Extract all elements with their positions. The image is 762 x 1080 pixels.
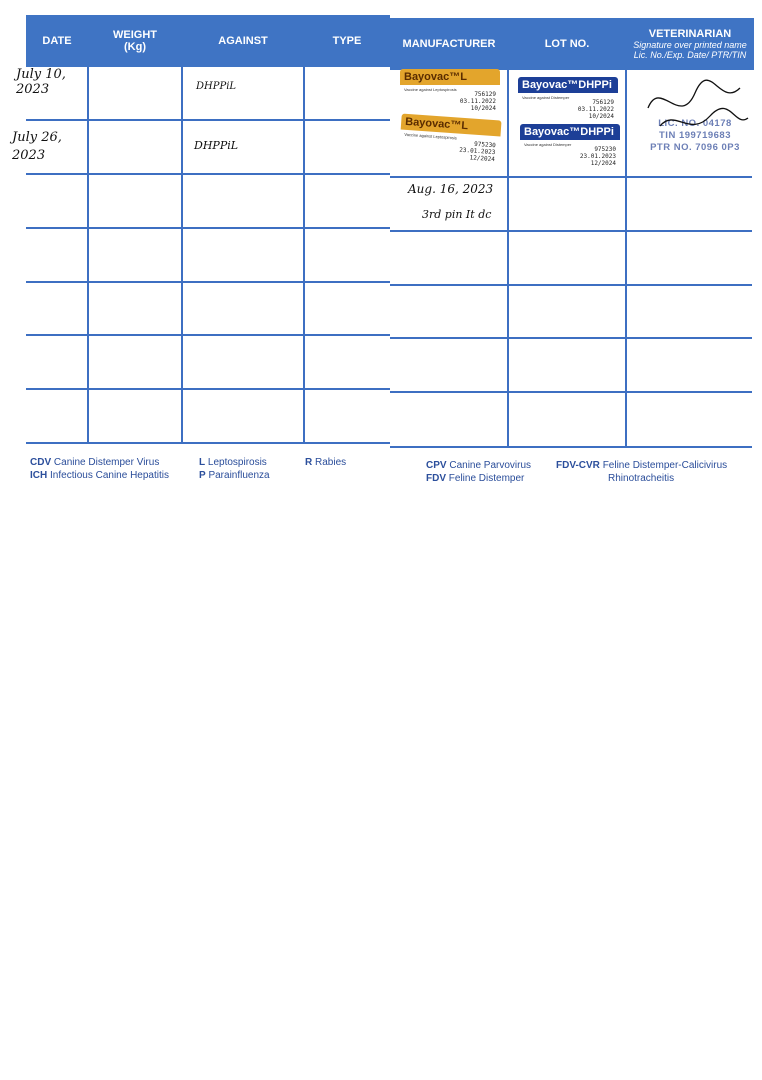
grid-line xyxy=(26,119,390,121)
vet-license: LIC. NO. 04178 xyxy=(658,118,732,129)
legend-item: P Parainfluenza xyxy=(199,470,270,481)
grid-line xyxy=(26,334,390,336)
grid-line xyxy=(390,446,752,448)
manufacturer-column-header: MANUFACTURER xyxy=(402,38,496,50)
grid-line xyxy=(390,230,752,232)
grid-line xyxy=(26,173,390,175)
legend-item: L Leptospirosis xyxy=(199,457,267,468)
sticker-description: Vaccine against Distemper xyxy=(522,95,570,100)
sticker-lot-info: 975230 23.01.2023 12/2024 xyxy=(579,146,616,167)
grid-line xyxy=(390,176,752,178)
legend-item: R Rabies xyxy=(305,457,347,468)
grid-line xyxy=(26,281,390,283)
legend-item: FDV Feline Distemper xyxy=(426,473,525,484)
entry-date-note: Aug. 16, 2023 xyxy=(408,182,494,196)
vet-header-title: VETERINARIAN xyxy=(648,28,732,40)
entry-against: DHPPiL xyxy=(194,139,239,152)
sticker-brand: Bayovac™L xyxy=(404,71,467,83)
legend-item: ICH Infectious Canine Hepatitis xyxy=(30,470,169,481)
legend-item: CPV Canine Parvovirus xyxy=(426,460,532,471)
against-column-header: AGAINST xyxy=(218,35,268,47)
weight-column-header xyxy=(88,15,182,67)
signature-icon xyxy=(640,68,752,138)
entry-date: July 10, 2023 xyxy=(16,67,66,97)
sticker-brand: Bayovac™DHPPi xyxy=(522,79,612,91)
legend-item: CDV Canine Distemper Virus xyxy=(30,457,160,468)
legend-right xyxy=(426,459,531,485)
sticker-description: Vaccine against Distemper xyxy=(524,142,572,147)
vaccine-sticker xyxy=(400,69,500,117)
legend-item: FDV-CVR Feline Distemper-Calicivirus xyxy=(556,460,728,471)
legend-feline xyxy=(556,459,727,485)
legend-left xyxy=(30,456,169,482)
vaccine-sticker xyxy=(520,124,620,172)
weight-header-unit: (Kg) xyxy=(124,41,146,53)
entry-note: 3rd pin It dc xyxy=(422,208,492,221)
vet-tin: TIN 199719683 xyxy=(659,130,731,141)
right-table-header xyxy=(390,18,754,70)
grid-line xyxy=(87,67,89,442)
grid-line xyxy=(26,388,390,390)
grid-line xyxy=(390,337,752,339)
sticker-description: Vaccine against Leptospirosis xyxy=(404,87,457,92)
right-vaccination-page xyxy=(390,18,754,498)
entry-against: DHPPiL xyxy=(196,81,237,92)
grid-line xyxy=(507,70,509,446)
vet-ptr: PTR NO. 7096 0P3 xyxy=(650,142,740,153)
entry-date: July 26, 2023 xyxy=(12,130,62,163)
grid-line xyxy=(181,67,183,442)
sticker-description: Vaccine against Leptospirosis xyxy=(404,131,458,141)
legend-rabies xyxy=(305,456,346,469)
date-column-header: DATE xyxy=(42,35,72,47)
sticker-lot-info: 975230 23.01.2023 12/2024 xyxy=(459,140,497,164)
sticker-lot-info: 756129 03.11.2022 10/2024 xyxy=(577,99,614,120)
lot-column-header: LOT NO. xyxy=(544,38,590,50)
sticker-brand: Bayovac™DHPPi xyxy=(524,126,614,138)
grid-line xyxy=(390,284,752,286)
veterinarian-column-header xyxy=(626,18,754,70)
sticker-lot-info: 756129 03.11.2022 10/2024 xyxy=(459,91,496,112)
grid-line xyxy=(303,67,305,442)
weight-header-label: WEIGHT xyxy=(113,29,157,41)
legend-item: Rhinotracheitis xyxy=(608,473,675,484)
vaccine-sticker xyxy=(518,77,618,123)
sticker-brand: Bayovac™L xyxy=(404,115,469,133)
grid-line xyxy=(26,442,390,444)
legend-mid xyxy=(199,456,270,482)
vet-header-sub1: Signature over printed name xyxy=(633,40,747,50)
vaccine-sticker xyxy=(398,114,501,169)
left-vaccination-page xyxy=(12,15,390,495)
type-column-header: TYPE xyxy=(332,35,362,47)
grid-line xyxy=(625,70,627,446)
grid-line xyxy=(390,391,752,393)
left-table-header xyxy=(26,15,390,67)
vet-header-sub2: Lic. No./Exp. Date/ PTR/TIN xyxy=(633,50,747,60)
grid-line xyxy=(26,227,390,229)
